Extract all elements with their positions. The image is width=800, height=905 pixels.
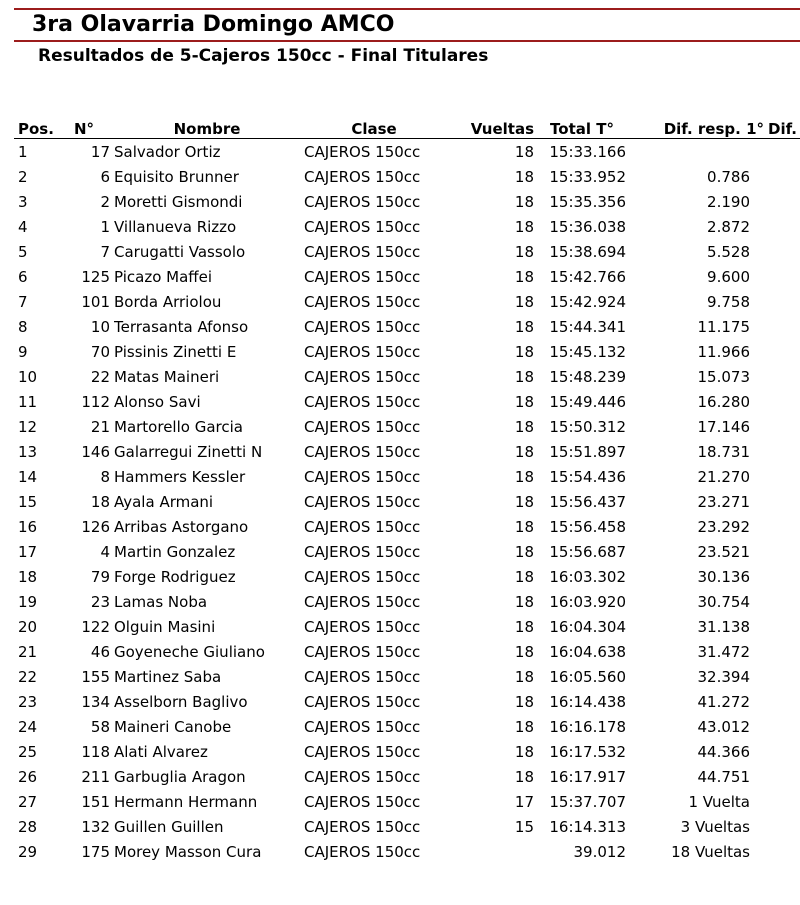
cell-num: 18 [90,492,110,511]
cell-clase: CAJEROS 150cc [304,442,421,461]
cell-num: 151 [81,792,110,811]
cell-dif1: 2.190 [707,192,750,211]
cell-pos: 15 [18,492,38,511]
cell-vueltas: 18 [514,142,534,161]
table-row [14,439,800,464]
table-row [14,264,800,289]
cell-nombre: Guillen Guillen [114,817,224,836]
cell-dif1: 9.758 [707,292,750,311]
cell-dif [766,639,800,664]
cell-nombre: Martin Gonzalez [114,542,236,561]
column-header-dif: Dif. [766,116,800,139]
table-row [14,289,800,314]
cell-dif [766,364,800,389]
cell-num: 70 [90,342,110,361]
cell-dif1 [626,139,766,165]
table-row [14,364,800,389]
table-row [14,639,800,664]
table-row [14,314,800,339]
cell-clase: CAJEROS 150cc [304,717,421,736]
cell-total: 15:50.312 [549,417,626,436]
page-title: 3ra Olavarria Domingo AMCO [32,12,395,37]
cell-vueltas: 18 [514,167,534,186]
cell-clase: CAJEROS 150cc [304,467,421,486]
cell-nombre: Alonso Savi [114,392,201,411]
cell-nombre: Maineri Canobe [114,717,232,736]
cell-dif [766,414,800,439]
cell-dif [766,614,800,639]
cell-total: 16:04.638 [549,642,626,661]
table-row [14,714,800,739]
cell-dif [766,664,800,689]
cell-clase: CAJEROS 150cc [304,842,421,861]
cell-dif1: 0.786 [707,167,750,186]
cell-nombre: Moretti Gismondi [114,192,243,211]
cell-pos: 1 [18,142,28,161]
cell-nombre: Borda Arriolou [114,292,222,311]
cell-pos: 20 [18,617,38,636]
table-row [14,514,800,539]
cell-dif1: 17.146 [697,417,750,436]
table-row [14,764,800,789]
column-header-clase: Clase [300,116,444,139]
cell-nombre: Hermann Hermann [114,792,258,811]
cell-pos: 28 [18,817,38,836]
cell-clase: CAJEROS 150cc [304,492,421,511]
cell-vueltas: 18 [514,492,534,511]
column-header-num: N° [64,116,114,139]
table-row [14,739,800,764]
cell-pos: 10 [18,367,38,386]
cell-clase: CAJEROS 150cc [304,692,421,711]
cell-num: 10 [90,317,110,336]
cell-nombre: Lamas Noba [114,592,208,611]
cell-dif1: 23.292 [697,517,750,536]
cell-dif1: 31.138 [697,617,750,636]
cell-pos: 26 [18,767,38,786]
cell-num: 118 [81,742,110,761]
cell-pos: 17 [18,542,38,561]
cell-vueltas: 18 [514,392,534,411]
cell-total: 15:48.239 [549,367,626,386]
cell-nombre: Carugatti Vassolo [114,242,246,261]
table-row [14,239,800,264]
cell-vueltas: 18 [514,692,534,711]
table-row [14,789,800,814]
cell-nombre: Asselborn Baglivo [114,692,248,711]
cell-dif1: 18 Vueltas [671,842,750,861]
table-row [14,814,800,839]
table-row [14,189,800,214]
cell-pos: 14 [18,467,38,486]
cell-dif [766,839,800,864]
table-row [14,839,800,864]
cell-dif [766,714,800,739]
cell-clase: CAJEROS 150cc [304,517,421,536]
cell-nombre: Hammers Kessler [114,467,246,486]
cell-dif [766,389,800,414]
cell-pos: 23 [18,692,38,711]
cell-nombre: Ayala Armani [114,492,214,511]
table-row [14,414,800,439]
cell-dif [766,689,800,714]
cell-num: 6 [100,167,110,186]
cell-clase: CAJEROS 150cc [304,542,421,561]
cell-vueltas: 18 [514,517,534,536]
cell-vueltas: 17 [514,792,534,811]
cell-num: 132 [81,817,110,836]
cell-vueltas: 18 [514,642,534,661]
cell-dif1: 43.012 [697,717,750,736]
cell-nombre: Terrasanta Afonso [114,317,249,336]
cell-dif1: 31.472 [697,642,750,661]
cell-nombre: Villanueva Rizzo [114,217,237,236]
column-header-pos: Pos. [14,116,64,139]
cell-dif [766,189,800,214]
cell-dif1: 44.366 [697,742,750,761]
table-row [14,139,800,165]
column-header-vueltas: Vueltas [444,116,538,139]
cell-dif [766,489,800,514]
cell-clase: CAJEROS 150cc [304,217,421,236]
cell-total: 16:14.313 [549,817,626,836]
cell-vueltas: 15 [514,817,534,836]
cell-total: 16:17.917 [549,767,626,786]
cell-num: 125 [81,267,110,286]
cell-num: 8 [100,467,110,486]
cell-nombre: Garbuglia Aragon [114,767,246,786]
cell-vueltas: 18 [514,767,534,786]
cell-num: 2 [100,192,110,211]
cell-vueltas: 18 [514,442,534,461]
table-header-row [14,116,800,139]
cell-pos: 8 [18,317,28,336]
cell-dif1: 32.394 [697,667,750,686]
cell-clase: CAJEROS 150cc [304,667,421,686]
cell-clase: CAJEROS 150cc [304,767,421,786]
cell-pos: 12 [18,417,38,436]
cell-nombre: Martinez Saba [114,667,222,686]
table-row [14,464,800,489]
cell-dif1: 41.272 [697,692,750,711]
cell-num: 122 [81,617,110,636]
cell-num: 101 [81,292,110,311]
cell-num: 21 [90,417,110,436]
cell-total: 15:44.341 [549,317,626,336]
cell-vueltas: 18 [514,542,534,561]
page-subtitle: Resultados de 5-Cajeros 150cc - Final Titulares [38,46,489,66]
cell-total: 15:49.446 [549,392,626,411]
cell-dif [766,539,800,564]
cell-vueltas: 18 [514,367,534,386]
cell-pos: 9 [18,342,28,361]
cell-num: 1 [100,217,110,236]
cell-vueltas: 18 [514,192,534,211]
cell-dif [766,439,800,464]
cell-vueltas: 18 [514,317,534,336]
cell-dif [766,314,800,339]
cell-dif1: 9.600 [707,267,750,286]
cell-pos: 2 [18,167,28,186]
cell-total: 16:17.532 [549,742,626,761]
cell-dif1: 44.751 [697,767,750,786]
cell-clase: CAJEROS 150cc [304,817,421,836]
cell-pos: 7 [18,292,28,311]
cell-dif [766,764,800,789]
cell-pos: 21 [18,642,38,661]
cell-total: 15:56.687 [549,542,626,561]
cell-clase: CAJEROS 150cc [304,567,421,586]
cell-vueltas: 18 [514,242,534,261]
cell-dif [766,789,800,814]
cell-dif [766,139,800,165]
results-body [14,139,800,865]
table-row [14,489,800,514]
results-table [14,116,800,864]
cell-total: 15:42.766 [549,267,626,286]
cell-dif [766,164,800,189]
cell-num: 175 [81,842,110,861]
cell-pos: 4 [18,217,28,236]
cell-dif [766,814,800,839]
cell-clase: CAJEROS 150cc [304,192,421,211]
cell-nombre: Salvador Ortiz [114,142,221,161]
cell-nombre: Forge Rodriguez [114,567,236,586]
cell-vueltas: 18 [514,267,534,286]
cell-total: 15:56.458 [549,517,626,536]
cell-nombre: Alati Alvarez [114,742,208,761]
cell-vueltas: 18 [514,467,534,486]
cell-clase: CAJEROS 150cc [304,267,421,286]
cell-total: 39.012 [573,842,626,861]
cell-dif1: 15.073 [697,367,750,386]
cell-clase: CAJEROS 150cc [304,417,421,436]
cell-dif [766,564,800,589]
cell-clase: CAJEROS 150cc [304,167,421,186]
cell-vueltas: 18 [514,342,534,361]
table-row [14,614,800,639]
cell-clase: CAJEROS 150cc [304,342,421,361]
table-row [14,664,800,689]
cell-num: 22 [90,367,110,386]
cell-dif1: 11.175 [697,317,750,336]
cell-total: 15:38.694 [549,242,626,261]
cell-dif1: 2.872 [707,217,750,236]
cell-total: 16:04.304 [549,617,626,636]
cell-dif1: 18.731 [697,442,750,461]
cell-pos: 3 [18,192,28,211]
cell-pos: 6 [18,267,28,286]
table-row [14,214,800,239]
cell-dif [766,464,800,489]
cell-num: 4 [100,542,110,561]
cell-clase: CAJEROS 150cc [304,242,421,261]
cell-clase: CAJEROS 150cc [304,592,421,611]
table-row [14,564,800,589]
cell-nombre: Morey Masson Cura [114,842,262,861]
cell-total: 15:33.952 [549,167,626,186]
cell-num: 58 [90,717,110,736]
cell-vueltas: 18 [514,667,534,686]
cell-dif [766,339,800,364]
column-header-nombre: Nombre [114,116,300,139]
cell-dif [766,589,800,614]
cell-pos: 24 [18,717,38,736]
cell-total: 16:03.302 [549,567,626,586]
cell-total: 15:35.356 [549,192,626,211]
column-header-dif1: Dif. resp. 1° [626,116,766,139]
cell-total: 16:05.560 [549,667,626,686]
cell-clase: CAJEROS 150cc [304,617,421,636]
cell-nombre: Galarregui Zinetti N [114,442,263,461]
cell-num: 146 [81,442,110,461]
cell-pos: 16 [18,517,38,536]
cell-vueltas [444,839,538,864]
cell-pos: 27 [18,792,38,811]
cell-nombre: Pissinis Zinetti E [114,342,237,361]
cell-dif1: 11.966 [697,342,750,361]
cell-dif1: 16.280 [697,392,750,411]
table-row [14,589,800,614]
cell-total: 15:37.707 [549,792,626,811]
cell-dif1: 3 Vueltas [680,817,750,836]
cell-dif1: 23.271 [697,492,750,511]
cell-num: 155 [81,667,110,686]
cell-num: 112 [81,392,110,411]
cell-nombre: Equisito Brunner [114,167,239,186]
cell-total: 15:45.132 [549,342,626,361]
cell-vueltas: 18 [514,742,534,761]
cell-num: 126 [81,517,110,536]
cell-nombre: Olguin Masini [114,617,216,636]
table-row [14,539,800,564]
cell-dif1: 21.270 [697,467,750,486]
cell-total: 16:16.178 [549,717,626,736]
cell-dif [766,739,800,764]
cell-clase: CAJEROS 150cc [304,642,421,661]
cell-dif1: 5.528 [707,242,750,261]
cell-nombre: Martorello Garcia [114,417,243,436]
cell-clase: CAJEROS 150cc [304,792,421,811]
cell-pos: 22 [18,667,38,686]
cell-vueltas: 18 [514,617,534,636]
cell-total: 15:33.166 [549,142,626,161]
cell-dif [766,264,800,289]
cell-dif1: 1 Vuelta [688,792,750,811]
cell-vueltas: 18 [514,417,534,436]
cell-vueltas: 18 [514,567,534,586]
cell-num: 23 [90,592,110,611]
cell-vueltas: 18 [514,217,534,236]
cell-total: 15:36.038 [549,217,626,236]
cell-dif1: 30.754 [697,592,750,611]
cell-dif1: 30.136 [697,567,750,586]
cell-total: 15:42.924 [549,292,626,311]
cell-pos: 5 [18,242,28,261]
cell-num: 46 [90,642,110,661]
title-bar [14,8,800,42]
cell-dif [766,289,800,314]
cell-vueltas: 18 [514,717,534,736]
cell-nombre: Goyeneche Giuliano [114,642,265,661]
table-row [14,689,800,714]
cell-num: 134 [81,692,110,711]
cell-num: 211 [81,767,110,786]
cell-pos: 29 [18,842,38,861]
cell-dif [766,214,800,239]
cell-vueltas: 18 [514,292,534,311]
cell-clase: CAJEROS 150cc [304,317,421,336]
table-row [14,389,800,414]
cell-num: 17 [90,142,110,161]
table-row [14,164,800,189]
column-header-total: Total T° [538,116,626,139]
cell-pos: 25 [18,742,38,761]
cell-dif1: 23.521 [697,542,750,561]
cell-total: 15:51.897 [549,442,626,461]
cell-clase: CAJEROS 150cc [304,142,421,161]
cell-vueltas: 18 [514,592,534,611]
cell-dif [766,514,800,539]
cell-total: 15:56.437 [549,492,626,511]
cell-total: 16:03.920 [549,592,626,611]
cell-pos: 11 [18,392,38,411]
cell-nombre: Matas Maineri [114,367,220,386]
cell-nombre: Arribas Astorgano [114,517,249,536]
cell-num: 7 [100,242,110,261]
cell-pos: 18 [18,567,38,586]
cell-dif [766,239,800,264]
cell-clase: CAJEROS 150cc [304,292,421,311]
cell-clase: CAJEROS 150cc [304,367,421,386]
cell-nombre: Picazo Maffei [114,267,213,286]
cell-pos: 13 [18,442,38,461]
cell-total: 15:54.436 [549,467,626,486]
cell-clase: CAJEROS 150cc [304,392,421,411]
cell-clase: CAJEROS 150cc [304,742,421,761]
cell-num: 79 [90,567,110,586]
cell-pos: 19 [18,592,38,611]
cell-total: 16:14.438 [549,692,626,711]
table-row [14,339,800,364]
